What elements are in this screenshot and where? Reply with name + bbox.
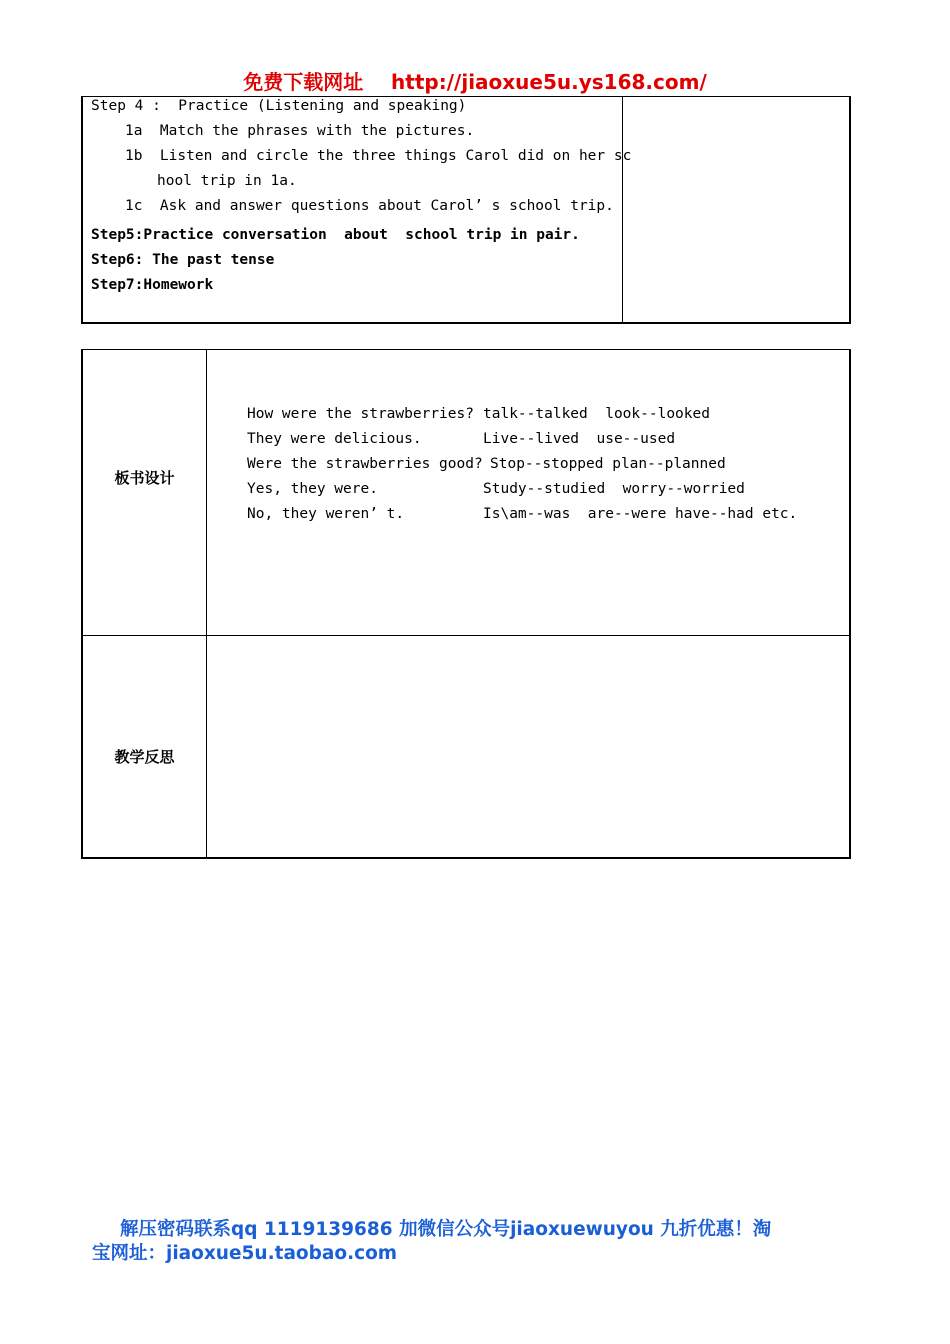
column-divider xyxy=(622,97,623,322)
step6: Step6: The past tense xyxy=(91,252,275,268)
step4-title: Step 4 : Practice (Listening and speaking) xyxy=(91,98,467,114)
board-right-2: Live--lived use--used xyxy=(483,431,676,447)
design-reflection-table xyxy=(81,349,851,859)
blackboard-design-label: 板书设计 xyxy=(114,469,175,487)
row-divider xyxy=(83,635,849,636)
lesson-steps-table xyxy=(81,96,851,324)
step4-1a: 1a Match the phrases with the pictures. xyxy=(125,123,475,139)
footer-contact xyxy=(92,1218,852,1266)
board-left-2: They were delicious. xyxy=(247,431,422,447)
board-right-5: Is\am--was are--were have--had etc. xyxy=(483,506,798,522)
teaching-reflection-label: 教学反思 xyxy=(114,748,175,766)
step4-1c: 1c Ask and answer questions about Carol’ s school trip. xyxy=(125,198,614,214)
label-column-divider xyxy=(206,350,207,857)
board-left-5: No, they weren’ t. xyxy=(247,506,405,522)
board-right-3: Stop--stopped plan--planned xyxy=(490,456,726,472)
board-left-3: Were the strawberries good? xyxy=(247,456,483,472)
step4-1b-continued: hool trip in 1a. xyxy=(157,173,297,189)
board-left-1: How were the strawberries? xyxy=(247,406,474,422)
step4-1b: 1b Listen and circle the three things Carol did on her sc xyxy=(125,148,632,164)
step5: Step5:Practice conversation about school trip in pair. xyxy=(91,227,580,243)
footer-line-2: 宝网址：jiaoxue5u.taobao.com xyxy=(92,1243,398,1264)
board-left-4: Yes, they were. xyxy=(247,481,378,497)
header-url: 免费下载网址 http://jiaoxue5u.ys168.com/ xyxy=(243,70,707,94)
step7: Step7:Homework xyxy=(91,277,214,293)
footer-line-1: 解压密码联系qq 1119139686 加微信公众号jiaoxuewuyou 九折优惠！淘 xyxy=(120,1219,772,1240)
board-right-4: Study--studied worry--worried xyxy=(483,481,745,497)
board-right-1: talk--talked look--looked xyxy=(483,406,710,422)
